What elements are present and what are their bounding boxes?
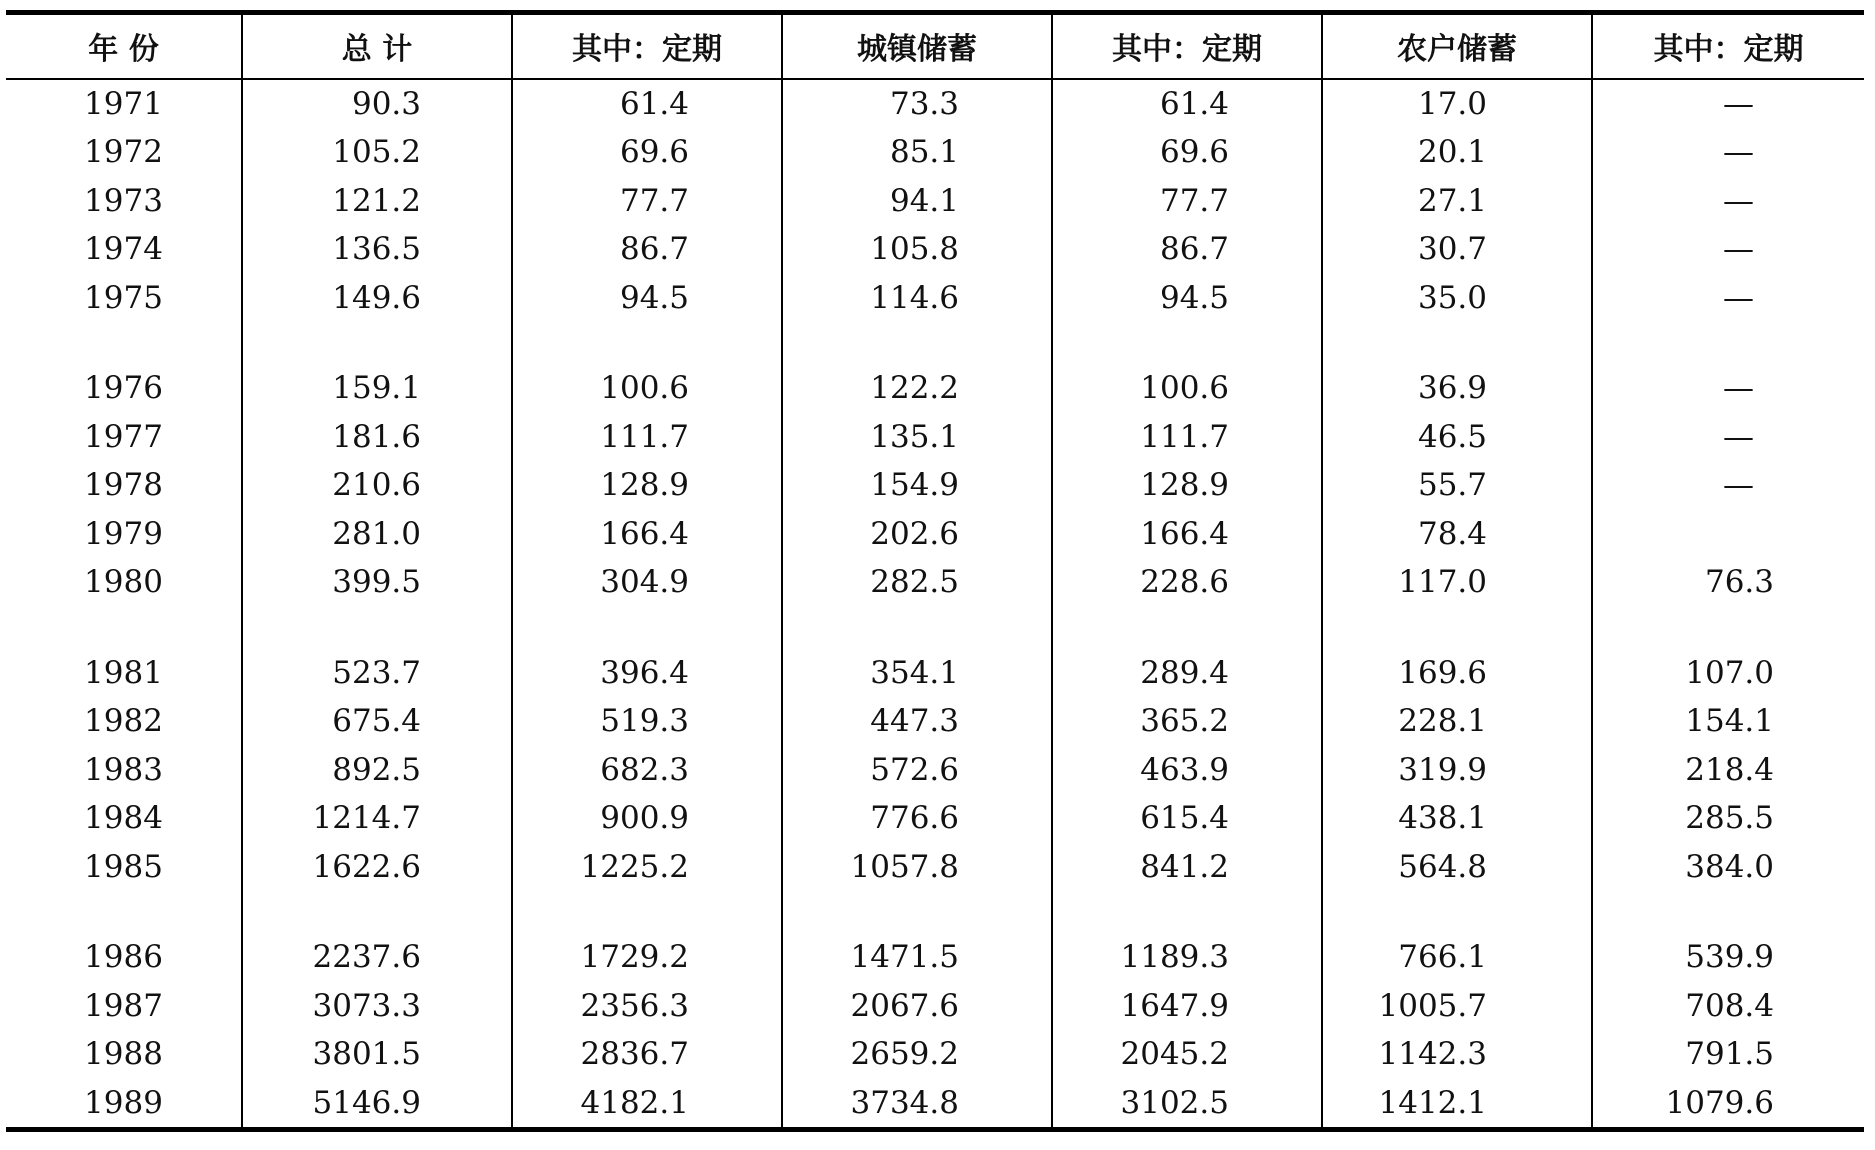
table-row [6, 1030, 1864, 1079]
cell-rural-fixed: — [1592, 364, 1864, 413]
cell-year: 1976 [84, 370, 163, 407]
spacer-cell [1052, 607, 1322, 649]
header-rural: 农户储蓄 [1322, 13, 1592, 79]
cell-rural: 35.0 [1322, 274, 1592, 323]
cell-rural: 78.4 [1322, 510, 1592, 559]
cell-urban-fixed: 166.4 [1052, 510, 1322, 559]
cell-total: 121.2 [242, 177, 512, 226]
cell-urban-fixed: 289.4 [1052, 649, 1322, 698]
cell-total: 181.6 [242, 413, 512, 462]
header-row [6, 13, 1864, 79]
table-row [6, 461, 1864, 510]
cell-year: 1978 [84, 467, 163, 504]
cell-year: 1986 [84, 939, 163, 976]
table-row [6, 510, 1864, 559]
spacer-cell [6, 322, 242, 364]
table-row [6, 128, 1864, 177]
cell-total: 210.6 [242, 461, 512, 510]
cell-rural: 27.1 [1322, 177, 1592, 226]
spacer-cell [6, 607, 242, 649]
header-urban-fixed: 其中：定期 [1052, 13, 1322, 79]
cell-rural-fixed: 384.0 [1592, 843, 1864, 892]
cell-urban: 135.1 [782, 413, 1052, 462]
cell-total-fixed: 128.9 [512, 461, 782, 510]
cell-rural-fixed: 1079.6 [1592, 1079, 1864, 1130]
cell-year: 1977 [84, 418, 163, 455]
spacer-cell [782, 607, 1052, 649]
cell-urban: 114.6 [782, 274, 1052, 323]
cell-total-fixed: 304.9 [512, 558, 782, 607]
cell-urban-fixed: 100.6 [1052, 364, 1322, 413]
cell-year: 1973 [84, 182, 163, 219]
cell-rural-fixed [1592, 510, 1864, 559]
cell-urban-fixed: 128.9 [1052, 461, 1322, 510]
cell-rural-fixed: 708.4 [1592, 982, 1864, 1031]
cell-rural: 30.7 [1322, 225, 1592, 274]
spacer-cell [512, 322, 782, 364]
cell-urban-fixed: 615.4 [1052, 794, 1322, 843]
cell-rural-fixed: — [1592, 461, 1864, 510]
cell-rural: 1412.1 [1322, 1079, 1592, 1130]
table-row [6, 697, 1864, 746]
cell-total-fixed: 166.4 [512, 510, 782, 559]
cell-rural: 36.9 [1322, 364, 1592, 413]
table-row [6, 274, 1864, 323]
cell-total-fixed: 111.7 [512, 413, 782, 462]
cell-year: 1972 [84, 134, 163, 171]
spacer-cell [1322, 322, 1592, 364]
table-row [6, 933, 1864, 982]
cell-rural-fixed: — [1592, 177, 1864, 226]
spacer-cell [1052, 891, 1322, 933]
cell-total-fixed: 69.6 [512, 128, 782, 177]
header-total-fixed: 其中：定期 [512, 13, 782, 79]
cell-rural-fixed: 539.9 [1592, 933, 1864, 982]
group-spacer-row [6, 322, 1864, 364]
cell-urban: 2067.6 [782, 982, 1052, 1031]
table-row [6, 982, 1864, 1031]
cell-rural: 319.9 [1322, 746, 1592, 795]
cell-year: 1981 [84, 654, 163, 691]
cell-urban: 354.1 [782, 649, 1052, 698]
cell-total-fixed: 77.7 [512, 177, 782, 226]
spacer-cell [512, 607, 782, 649]
cell-total: 2237.6 [242, 933, 512, 982]
spacer-cell [242, 891, 512, 933]
cell-rural-fixed: — [1592, 225, 1864, 274]
cell-rural-fixed: — [1592, 274, 1864, 323]
cell-urban: 73.3 [782, 79, 1052, 129]
cell-year: 1971 [84, 85, 163, 122]
cell-rural: 17.0 [1322, 79, 1592, 129]
cell-rural-fixed: 218.4 [1592, 746, 1864, 795]
cell-rural-fixed: 107.0 [1592, 649, 1864, 698]
cell-urban: 1471.5 [782, 933, 1052, 982]
cell-urban-fixed: 1189.3 [1052, 933, 1322, 982]
spacer-cell [242, 322, 512, 364]
cell-rural: 169.6 [1322, 649, 1592, 698]
cell-total-fixed: 2356.3 [512, 982, 782, 1031]
cell-total: 149.6 [242, 274, 512, 323]
cell-year: 1989 [6, 1079, 242, 1130]
table-row [6, 177, 1864, 226]
cell-urban: 3734.8 [782, 1079, 1052, 1130]
cell-total-fixed: 519.3 [512, 697, 782, 746]
header-total: 总 计 [242, 13, 512, 79]
cell-urban-fixed: 228.6 [1052, 558, 1322, 607]
cell-urban-fixed: 3102.5 [1052, 1079, 1322, 1130]
table-row [6, 225, 1864, 274]
cell-rural-fixed: 154.1 [1592, 697, 1864, 746]
cell-total-fixed: 2836.7 [512, 1030, 782, 1079]
spacer-cell [1592, 607, 1864, 649]
cell-year: 1987 [84, 987, 163, 1024]
cell-rural: 46.5 [1322, 413, 1592, 462]
cell-total-fixed: 61.4 [512, 79, 782, 129]
spacer-cell [1322, 891, 1592, 933]
table-row [6, 79, 1864, 129]
cell-urban-fixed: 463.9 [1052, 746, 1322, 795]
table-row [6, 649, 1864, 698]
cell-urban-fixed: 86.7 [1052, 225, 1322, 274]
spacer-cell [242, 607, 512, 649]
cell-rural: 1005.7 [1322, 982, 1592, 1031]
cell-total-fixed: 1225.2 [512, 843, 782, 892]
table-row [6, 1079, 1864, 1130]
cell-urban: 1057.8 [782, 843, 1052, 892]
cell-rural-fixed: — [1592, 128, 1864, 177]
cell-urban: 282.5 [782, 558, 1052, 607]
cell-urban-fixed: 1647.9 [1052, 982, 1322, 1031]
table-row [6, 794, 1864, 843]
cell-urban-fixed: 94.5 [1052, 274, 1322, 323]
cell-urban-fixed: 841.2 [1052, 843, 1322, 892]
cell-year: 1983 [84, 751, 163, 788]
cell-total: 3073.3 [242, 982, 512, 1031]
spacer-cell [1592, 322, 1864, 364]
cell-total: 3801.5 [242, 1030, 512, 1079]
cell-total: 5146.9 [242, 1079, 512, 1130]
cell-urban: 776.6 [782, 794, 1052, 843]
cell-year: 1974 [84, 231, 163, 268]
cell-total: 675.4 [242, 697, 512, 746]
cell-rural: 564.8 [1322, 843, 1592, 892]
spacer-cell [1322, 607, 1592, 649]
cell-rural-fixed: — [1592, 413, 1864, 462]
cell-total-fixed: 682.3 [512, 746, 782, 795]
cell-total: 105.2 [242, 128, 512, 177]
cell-rural-fixed: 76.3 [1592, 558, 1864, 607]
header-rural-fixed: 其中：定期 [1592, 13, 1864, 79]
cell-urban-fixed: 77.7 [1052, 177, 1322, 226]
table-row [6, 413, 1864, 462]
spacer-cell [6, 891, 242, 933]
header-urban: 城镇储蓄 [782, 13, 1052, 79]
group-spacer-row [6, 607, 1864, 649]
cell-total-fixed: 86.7 [512, 225, 782, 274]
spacer-cell [1592, 891, 1864, 933]
cell-year: 1975 [84, 279, 163, 316]
spacer-cell [782, 891, 1052, 933]
cell-total: 1622.6 [242, 843, 512, 892]
cell-urban: 85.1 [782, 128, 1052, 177]
cell-total-fixed: 100.6 [512, 364, 782, 413]
cell-total-fixed: 396.4 [512, 649, 782, 698]
cell-total-fixed: 900.9 [512, 794, 782, 843]
cell-total: 281.0 [242, 510, 512, 559]
cell-rural-fixed: 791.5 [1592, 1030, 1864, 1079]
cell-year: 1980 [84, 564, 163, 601]
cell-urban: 447.3 [782, 697, 1052, 746]
table-row [6, 558, 1864, 607]
cell-total: 399.5 [242, 558, 512, 607]
cell-rural: 55.7 [1322, 461, 1592, 510]
cell-rural: 20.1 [1322, 128, 1592, 177]
cell-urban-fixed: 111.7 [1052, 413, 1322, 462]
cell-year: 1988 [84, 1036, 163, 1073]
cell-urban: 2659.2 [782, 1030, 1052, 1079]
table-row [6, 843, 1864, 892]
cell-urban-fixed: 61.4 [1052, 79, 1322, 129]
cell-year: 1985 [84, 848, 163, 885]
cell-urban: 154.9 [782, 461, 1052, 510]
cell-urban-fixed: 69.6 [1052, 128, 1322, 177]
cell-total: 136.5 [242, 225, 512, 274]
cell-urban: 105.8 [782, 225, 1052, 274]
cell-total: 523.7 [242, 649, 512, 698]
cell-total-fixed: 4182.1 [512, 1079, 782, 1130]
table-row [6, 746, 1864, 795]
cell-urban: 94.1 [782, 177, 1052, 226]
savings-table-container [6, 10, 1864, 1132]
table-row [6, 364, 1864, 413]
cell-year: 1982 [84, 703, 163, 740]
cell-urban-fixed: 365.2 [1052, 697, 1322, 746]
cell-rural-fixed: 285.5 [1592, 794, 1864, 843]
cell-total: 1214.7 [242, 794, 512, 843]
cell-urban: 202.6 [782, 510, 1052, 559]
cell-total: 892.5 [242, 746, 512, 795]
cell-rural: 117.0 [1322, 558, 1592, 607]
group-spacer-row [6, 891, 1864, 933]
cell-urban-fixed: 2045.2 [1052, 1030, 1322, 1079]
cell-total-fixed: 1729.2 [512, 933, 782, 982]
cell-total-fixed: 94.5 [512, 274, 782, 323]
cell-rural: 1142.3 [1322, 1030, 1592, 1079]
spacer-cell [512, 891, 782, 933]
cell-rural: 438.1 [1322, 794, 1592, 843]
savings-table [6, 10, 1864, 1132]
cell-total: 159.1 [242, 364, 512, 413]
table-body [6, 79, 1864, 1130]
cell-urban: 122.2 [782, 364, 1052, 413]
cell-rural: 766.1 [1322, 933, 1592, 982]
spacer-cell [782, 322, 1052, 364]
cell-total: 90.3 [242, 79, 512, 129]
cell-year: 1979 [84, 515, 163, 552]
cell-rural-fixed: — [1592, 79, 1864, 129]
table-header [6, 13, 1864, 79]
spacer-cell [1052, 322, 1322, 364]
header-year: 年 份 [6, 13, 242, 79]
cell-rural: 228.1 [1322, 697, 1592, 746]
cell-year: 1984 [84, 800, 163, 837]
cell-urban: 572.6 [782, 746, 1052, 795]
